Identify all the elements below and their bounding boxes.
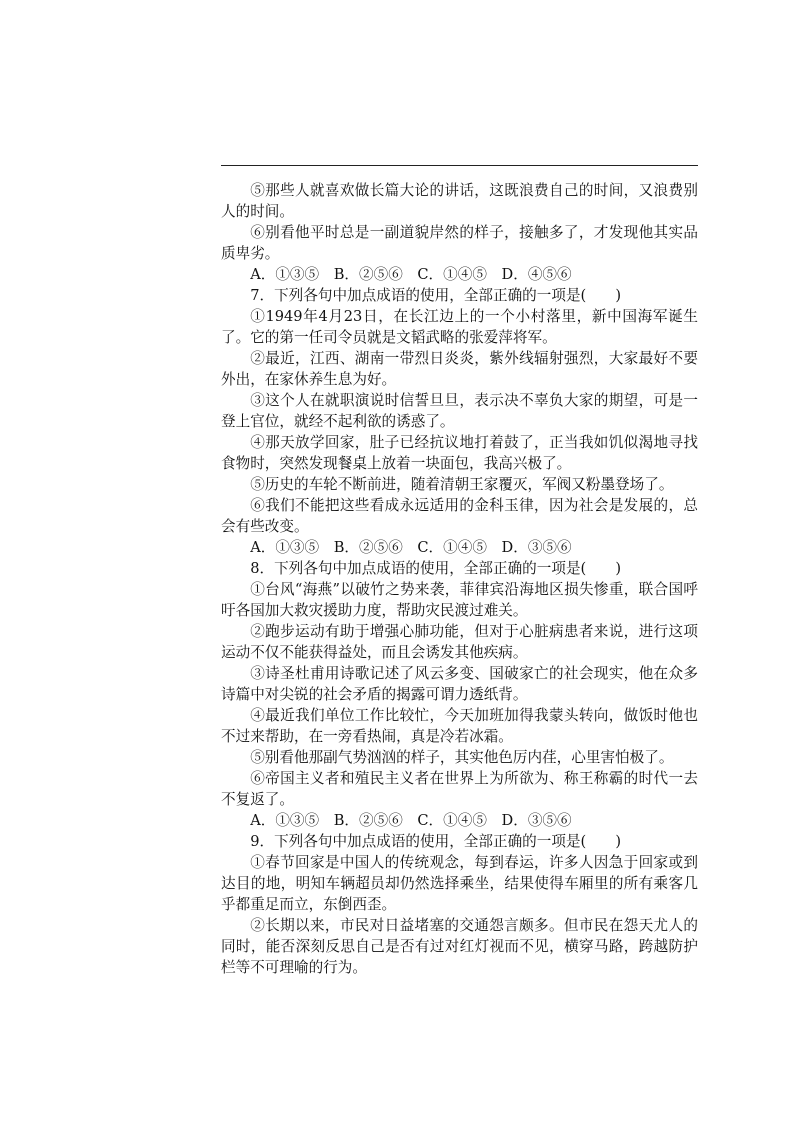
- paragraph: ⑥帝国主义者和殖民主义者在世界上为所欲为、称王称霸的时代一去不复返了。: [221, 770, 698, 808]
- paragraph: ③诗圣杜甫用诗歌记述了风云多变、国破家亡的社会现实，他在众多诗篇中对尖锐的社会矛盾的揭露可谓力透纸背。: [221, 665, 698, 703]
- question-stem: 8．下列各句中加点成语的使用，全部正确的一项是( ): [250, 560, 622, 577]
- question-stem: 9．下列各句中加点成语的使用，全部正确的一项是( ): [250, 833, 622, 850]
- paragraph: ⑥别看他平时总是一副道貌岸然的样子，接触多了，才发现他其实品质卑劣。: [221, 224, 698, 262]
- answer-options: A．①③⑤ B．②⑤⑥ C．①④⑤ D．③⑤⑥: [250, 812, 572, 829]
- paragraph: ④那天放学回家，肚子已经抗议地打着鼓了，正当我如饥似渴地寻找食物时，突然发现餐桌上放着一块面包，我高兴极了。: [221, 434, 698, 472]
- question-text: [221, 180, 698, 978]
- answer-options: A．①③⑤ B．②⑤⑥ C．①④⑤ D．③⑤⑥: [250, 539, 572, 556]
- paragraph: ②最近，江西、湖南一带烈日炎炎，紫外线辐射强烈，大家最好不要外出，在家休养生息为好。: [221, 350, 698, 388]
- paragraph: ④最近我们单位工作比较忙，今天加班加得我蒙头转向，做饭时他也不过来帮助，在一旁看热闹，真是冷若冰霜。: [221, 707, 698, 745]
- paragraph: ⑥我们不能把这些看成永远适用的金科玉律，因为社会是发展的，总会有些改变。: [221, 497, 698, 535]
- paragraph: ②跑步运动有助于增强心肺功能，但对于心脏病患者来说，进行这项运动不仅不能获得益处，而且会诱发其他疾病。: [221, 623, 698, 661]
- paragraph: ②长期以来，市民对日益堵塞的交通怨言颇多。但市民在怨天尤人的同时，能否深刻反思自己是否有过对红灯视而不见，横穿马路，跨越防护栏等不可理喻的行为。: [221, 917, 698, 976]
- paragraph: ③这个人在就职演说时信誓旦旦，表示决不辜负大家的期望，可是一登上官位，就经不起利欲的诱惑了。: [221, 392, 698, 430]
- paragraph: ①春节回家是中国人的传统观念，每到春运，许多人因急于回家或到达目的地，明知车辆超员却仍然选择乘坐，结果使得车厢里的所有乘客几乎都重足而立，东倒西歪。: [221, 854, 698, 913]
- paragraph: ①1949年4月23日，在长江边上的一个小村落里，新中国海军诞生了。它的第一任司令员就是文韬武略的张爱萍将军。: [221, 308, 698, 346]
- paragraph: ①台风“海燕”以破竹之势来袭，菲律宾沿海地区损失惨重，联合国呼吁各国加大救灾援助力度，帮助灾民渡过难关。: [221, 581, 698, 619]
- answer-options: A．①③⑤ B．②⑤⑥ C．①④⑤ D．④⑤⑥: [250, 266, 572, 283]
- paragraph: ⑤那些人就喜欢做长篇大论的讲话，这既浪费自己的时间，又浪费别人的时间。: [221, 182, 698, 220]
- header-rule: [221, 165, 698, 166]
- paragraph: ⑤别看他那副气势汹汹的样子，其实他色厉内荏，心里害怕极了。: [250, 749, 674, 766]
- paragraph: ⑤历史的车轮不断前进，随着清朝王家覆灭，军阀又粉墨登场了。: [250, 476, 674, 493]
- question-stem: 7．下列各句中加点成语的使用，全部正确的一项是( ): [250, 287, 622, 304]
